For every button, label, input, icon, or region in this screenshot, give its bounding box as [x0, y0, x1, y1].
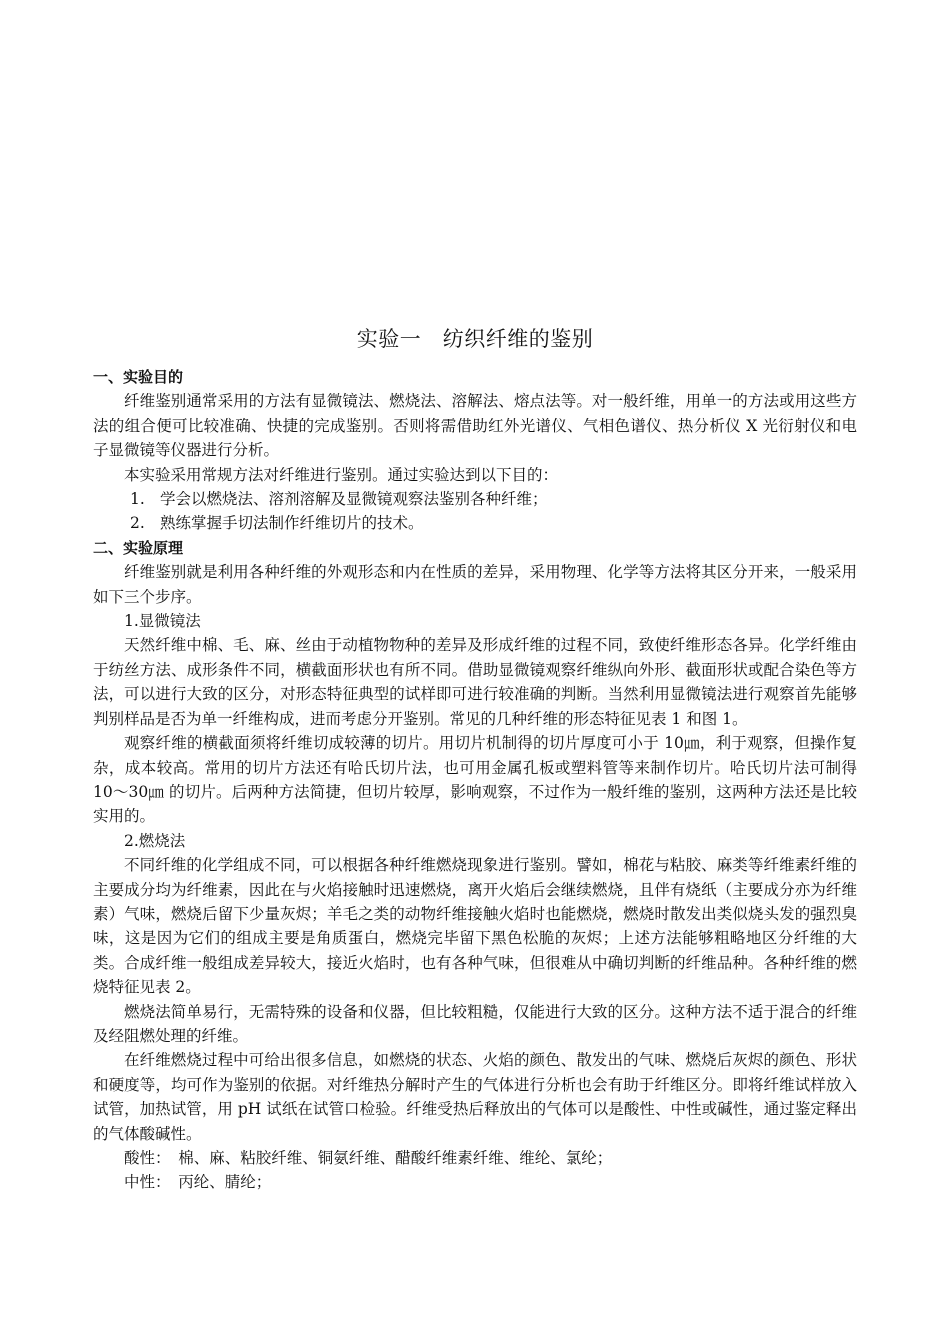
paragraph: 在纤维燃烧过程中可给出很多信息，如燃烧的状态、火焰的颜色、散发出的气味、燃烧后灰烬的颜色、形状和硬度等，均可作为鉴别的依据。对纤维热分解时产生的气体进行分析也会有助于纤维区分。即将纤维试样放入试管，加热试管，用 pH 试纸在试管口检验。纤维受热后释放出的气体可以是酸性、中性或碱性，通过鉴定释出的气体酸碱性。 — [93, 1051, 857, 1143]
subsection-title-burning: 2.燃烧法 — [124, 831, 186, 850]
list-item — [93, 487, 857, 511]
paragraph: 天然纤维中棉、毛、麻、丝由于动植物物种的差异及形成纤维的过程不同，致使纤维形态各异。化学纤维由于纺丝方法、成形条件不同，横截面形状也有所不同。借助显微镜观察纤维纵向外形、截面形状或配合染色等方法，可以进行大致的区分，对形态特征典型的试样即可进行较准确的判断。当然利用显微镜法进行观察首先能够判别样品是否为单一纤维构成，进而考虑分开鉴别。常见的几种纤维的形态特征见表 1 和图 1。 — [93, 636, 857, 728]
section-heading-principle: 二、实验原理 — [93, 538, 184, 557]
paragraph: 纤维鉴别就是利用各种纤维的外观形态和内在性质的差异，采用物理、化学等方法将其区分开来，一般采用如下三个步序。 — [93, 563, 857, 606]
page-title: 实验一 纺织纤维的鉴别 — [356, 327, 594, 351]
paragraph: 纤维鉴别通常采用的方法有显微镜法、燃烧法、溶解法、熔点法等。对一般纤维，用单一的方法或用这些方法的组合便可比较准确、快捷的完成鉴别。否则将需借助红外光谱仪、气相色谱仪、热分析仪 X 光衍射仪和电子显微镜等仪器进行分析。 — [93, 392, 857, 460]
paragraph: 本实验采用常规方法对纤维进行鉴别。通过实验达到以下目的： — [124, 465, 559, 484]
paragraph: 不同纤维的化学组成不同，可以根据各种纤维燃烧现象进行鉴别。譬如，棉花与粘胶、麻类等纤维素纤维的主要成分均为纤维素，因此在与火焰接触时迅速燃烧，离开火焰后会继续燃烧，且伴有烧纸（主要成分亦为纤维素）气味，燃烧后留下少量灰烬；羊毛之类的动物纤维接触火焰时也能燃烧，燃烧时散发出类似烧头发的强烈臭味，这是因为它们的组成主要是角质蛋白，燃烧完毕留下黑色松脆的灰烬；上述方法能够粗略地区分纤维的大类。合成纤维一般组成差异较大，接近火焰时，也有各种气味，但很难从中确切判断的纤维品种。各种纤维的燃烧特征见表 2。 — [93, 856, 857, 997]
paragraph: 燃烧法简单易行，无需特殊的设备和仪器，但比较粗糙，仅能进行大致的区分。这种方法不适于混合的纤维及经阻燃处理的纤维。 — [93, 1002, 857, 1045]
list-item — [93, 511, 857, 535]
list-item-text: 学会以燃烧法、溶剂溶解及显微镜观察法鉴别各种纤维； — [160, 490, 548, 509]
section-heading-purpose: 一、实验目的 — [93, 368, 184, 386]
list-item-number: 1. — [130, 490, 145, 509]
subsection-title-microscopy: 1.显微镜法 — [124, 612, 201, 631]
list-item-text: 熟练掌握手切法制作纤维切片的技术。 — [160, 514, 424, 533]
list-item-number: 2. — [130, 514, 145, 533]
neutral-fibers-line: 中性： 丙纶、腈纶； — [124, 1173, 272, 1192]
document-body — [93, 365, 857, 1195]
acid-fibers-line: 酸性： 棉、麻、粘胶纤维、铜氨纤维、醋酸纤维素纤维、维纶、氯纶； — [124, 1149, 613, 1167]
paragraph: 观察纤维的横截面须将纤维切成较薄的切片。用切片机制得的切片厚度可小于 10㎛，利于观察，但操作复杂，成本较高。常用的切片方法还有哈氏切片法，也可用金属孔板或塑料管等来制作切片。哈氏切片法可制得 10～30㎛ 的切片。后两种方法简捷，但切片较厚，影响观察，不过作为一般纤维的鉴别，这两种方法还是比较实用的。 — [93, 734, 857, 826]
